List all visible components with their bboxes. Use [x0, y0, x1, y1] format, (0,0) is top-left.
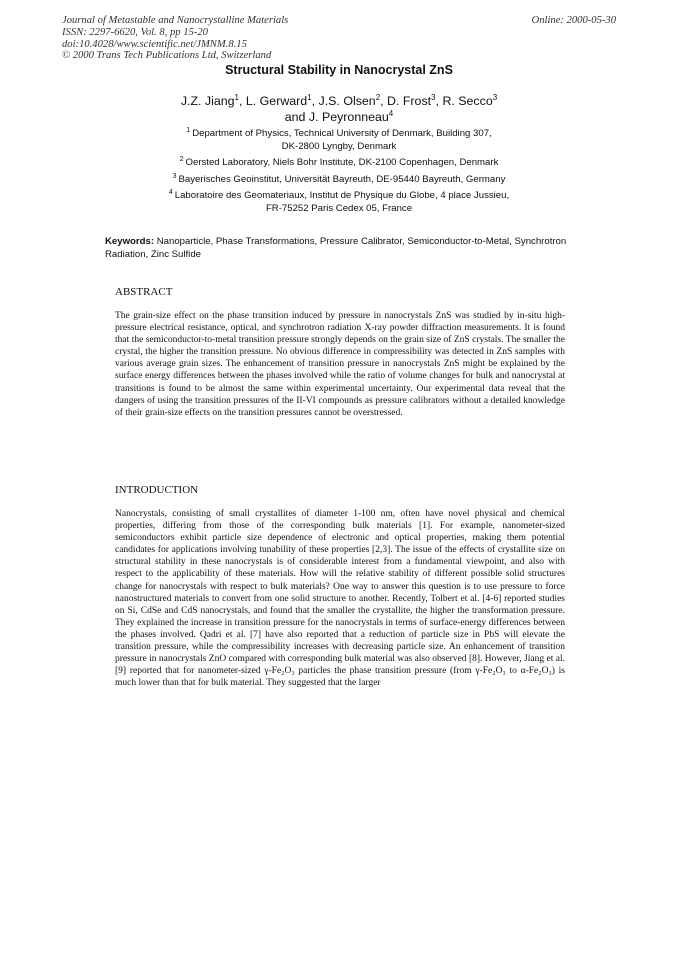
author: J.Z. Jiang$^1$,	[180, 93, 246, 108]
author-list	[0, 93, 678, 125]
journal-issn: ISSN: 2297-6620, Vol. 8, pp 15-20	[62, 26, 208, 38]
introduction-heading: INTRODUCTION	[115, 484, 199, 496]
journal-copyright: © 2000 Trans Tech Publications Ltd, Switzerland	[62, 50, 272, 62]
author-line-1	[0, 93, 678, 109]
abstract-heading: ABSTRACT	[115, 286, 173, 298]
author: D. Frost$^3$,	[387, 93, 443, 108]
introduction-body: Nanocrystals, consisting of small crystallites of diameter 1-100 nm, often have novel physical and chemical properties, differing from those of the corresponding bulk materials [1]. For example, nanometer-sized semiconductors exhibit particle size dependence of electronic and optical properties, making them potential candidates for applications involving tunability of these properties [2,3]. The issue of the effects of crystallite size on structural stability in these nanocrystals is of considerable interest from a fundamental viewpoint, and also with respect to the applicability of these materials. How will the relative stability of different possible solid structures change for nanocrystals with respect to bulk materials? One way to answer this question is to use pressure to force nanostructured materials to convert from one solid structure to another. Recently, Tolbert et al. [4-6] reported studies on Si, CdSe and CdS nanocrystals, and found that the smaller the crystallite, the higher the transformation pressure. They explained the increase in transition pressure for the nanocrystals in terms of surface-energy differences between the phases involved. Qadri et al. [7] have also reported that a reduction of particle size in PbS will elevate the transition pressure, while the compressibility increases with decreasing particle size. An enhancement of transition pressure in nanocrystals ZnO compared with corresponding bulk material was also observed [8]. However, Jiang et al. [9] reported that for nanometer-sized γ-Fe₂O₃ particles the phase transition pressure (from γ-Fe₂O₃ to α-Fe₂O₃) is much lower than that for bulk material. They suggested that the larger	[115, 509, 565, 689]
affiliation-1: $^1$ Department of Physics, Technical University of Denmark, Building 307, DK-2800 Lyngby, Denmark	[186, 127, 492, 152]
author: J.S. Olsen$^2$,	[318, 93, 388, 108]
keywords-label: Keywords:	[105, 236, 155, 247]
keywords-text: Nanoparticle, Phase Transformations, Pressure Calibrator, Semiconductor-to-Metal, Synchrotron Radiation, Zinc Sulfide	[105, 236, 567, 260]
keywords	[105, 236, 575, 261]
author-line-2: and J. Peyronneau$^4$	[284, 109, 394, 124]
affiliation-4: $^4$ Laboratoire des Geomateriaux, Institut de Physique du Globe, 4 place Jussieu, FR-75252 Paris Cedex 05, France	[168, 189, 510, 214]
journal-info	[62, 15, 392, 62]
author: L. Gerward$^1$,	[245, 93, 319, 108]
paper-title: Structural Stability in Nanocrystal ZnS	[225, 63, 453, 77]
abstract-body: The grain-size effect on the phase transition induced by pressure in nanocrystals ZnS was studied by in-situ high-pressure electrical resistance, optical, and synchrotron radiation X-ray powder diffraction measurements. It is found that the semiconductor-to-metal transition pressure strongly depends on the grain size of ZnS crystals. The smaller the crystal, the higher the transition pressure. No obvious difference in compressibility was detected in ZnS samples with various average grain sizes. The enhancement of transition pressure in nanocrystals ZnS might be explained by the surface energy differences between the phases involved while the ratio of volume changes for bulk and nanocrystal at transitions is found to be almost the same within experimental uncertainty. Our experimental data reveal that the dangers of using the transition pressures of the II-VI compounds as pressure calibrators without a detailed knowledge of their grain-size effects on the transition pressures cannot be overstressed.	[115, 311, 565, 418]
affiliation-2: $^2$ Oersted Laboratory, Niels Bohr Institute, DK-2100 Copenhagen, Denmark	[179, 156, 499, 168]
affiliation-3: $^3$ Bayerisches Geoinstitut, Universität Bayreuth, DE-95440 Bayreuth, Germany	[172, 173, 506, 185]
author: R. Secco$^3$	[442, 93, 498, 108]
online-date: Online: 2000-05-30	[531, 15, 616, 26]
journal-name: Journal of Metastable and Nanocrystalline Materials	[62, 15, 289, 26]
journal-doi: doi:10.4028/www.scientific.net/JMNM.8.15	[62, 38, 247, 50]
